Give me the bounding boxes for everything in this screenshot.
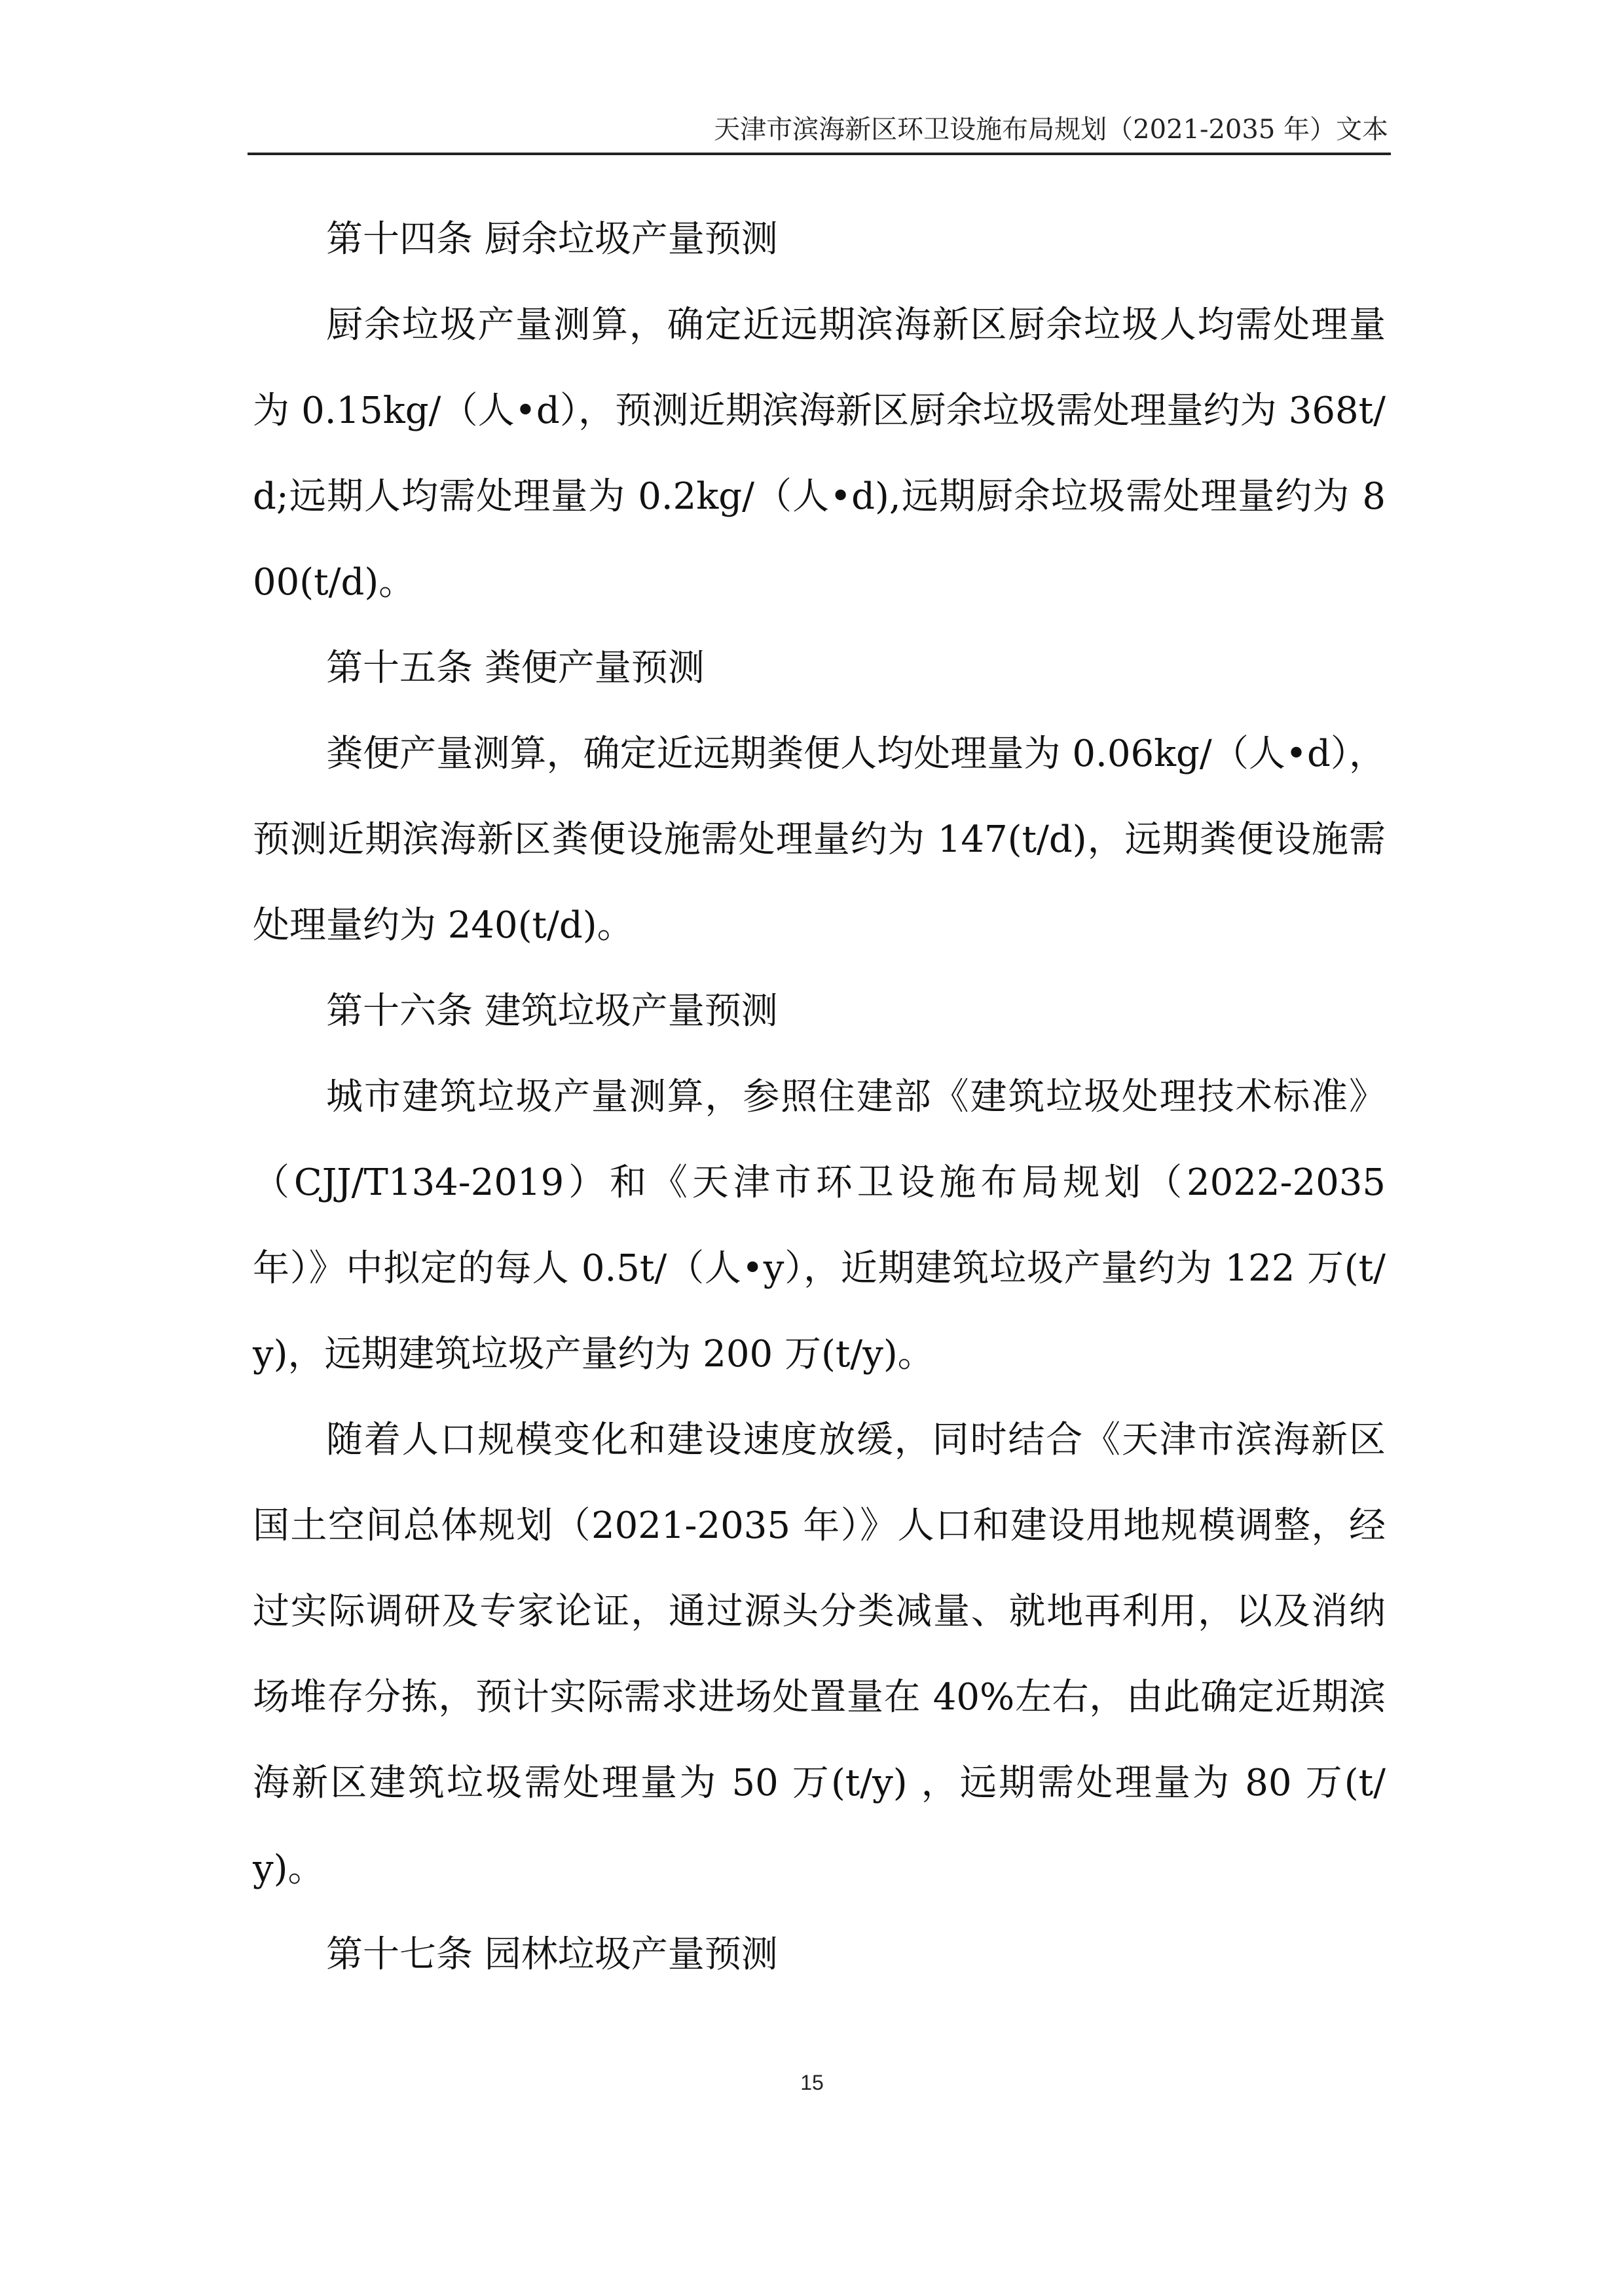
document-body — [253, 196, 1386, 1997]
article-15-paragraph: 粪便产量测算，确定近远期粪便人均处理量为 0.06kg/（人•d），预测近期滨海新区粪便设施需处理量约为 147(t/d)，远期粪便设施需处理量约为 240(t/d)。 — [253, 733, 1386, 947]
article-16-heading: 第十六条 建筑垃圾产量预测 — [326, 990, 778, 1032]
article-14-heading: 第十四条 厨余垃圾产量预测 — [326, 218, 778, 261]
header-rule — [248, 153, 1391, 155]
article-16-paragraph-2: 随着人口规模变化和建设速度放缓，同时结合《天津市滨海新区国土空间总体规划（2021-2035 年）》人口和建设用地规模调整，经过实际调研及专家论证，通过源头分类减量、就地再利用，以及消纳场堆存分拣，预计实际需求进场处置量在 40%左右，由此确定近期滨海新区建筑垃圾需处理量为 50 万(t/y) ，远期需处理量为 80 万(t/y)。 — [253, 1419, 1386, 1890]
article-16-paragraph-1: 城市建筑垃圾产量测算，参照住建部《建筑垃圾处理技术标准》（CJJ/T134-2019）和《天津市环卫设施布局规划（2022-2035 年）》中拟定的每人 0.5t/（人•y），近期建筑垃圾产量约为 122 万(t/y)，远期建筑垃圾产量约为 200 万(t/y)。 — [253, 1076, 1386, 1376]
article-15-heading: 第十五条 粪便产量预测 — [326, 647, 705, 689]
article-14-paragraph: 厨余垃圾产量测算，确定近远期滨海新区厨余垃圾人均需处理量为 0.15kg/（人•d），预测近期滨海新区厨余垃圾需处理量约为 368t/d;远期人均需处理量为 0.2kg/（人•d),远期厨余垃圾需处理量约为 800(t/d)。 — [253, 304, 1386, 604]
page-header: 天津市滨海新区环卫设施布局规划（2021-2035 年）文本 — [714, 115, 1388, 145]
page-number: 15 — [800, 2071, 824, 2094]
article-17-heading: 第十七条 园林垃圾产量预测 — [326, 1933, 778, 1976]
